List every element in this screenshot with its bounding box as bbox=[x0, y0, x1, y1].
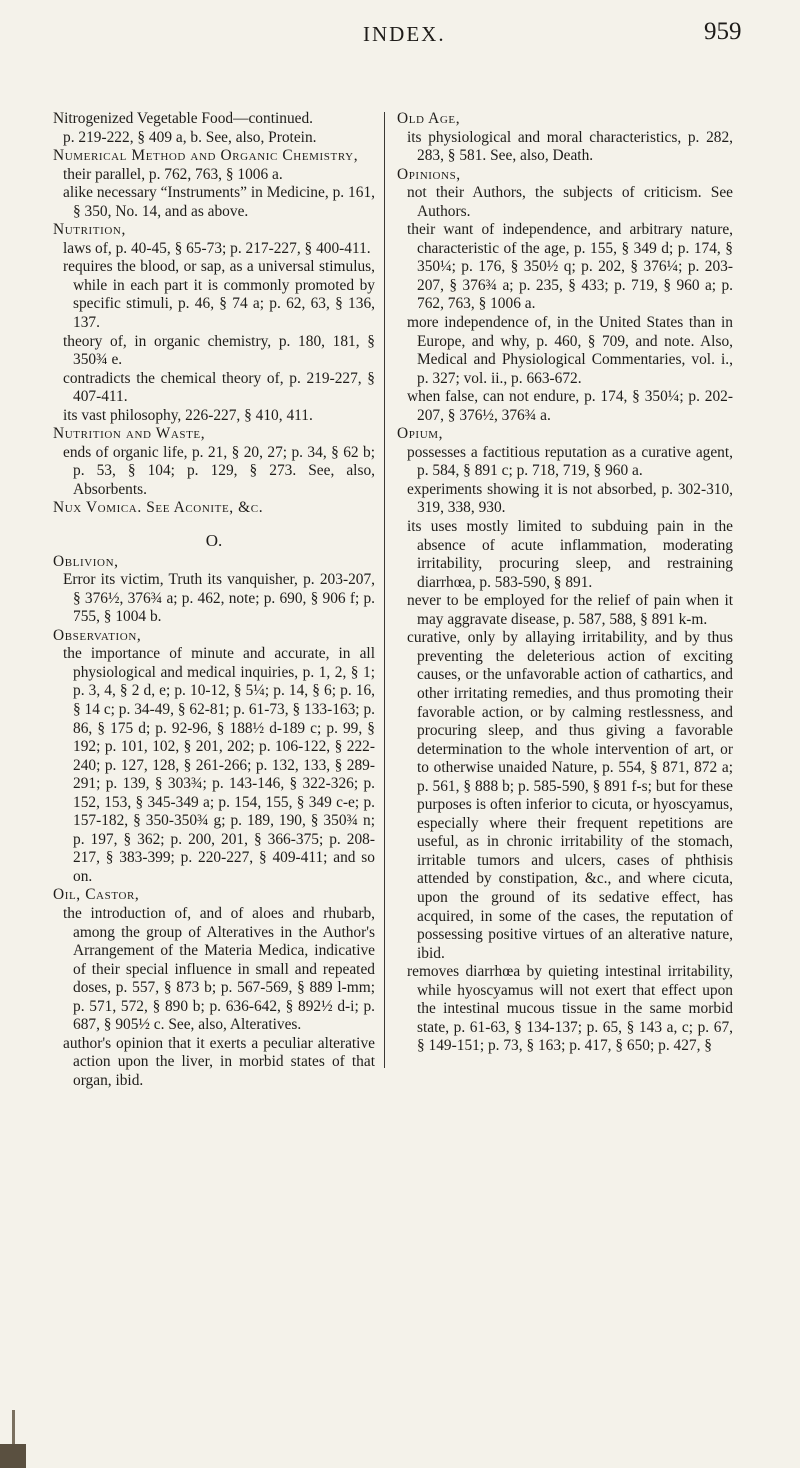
index-entry-heading: Opinions, bbox=[397, 165, 461, 183]
index-subentry: theory of, in organic chemistry, p. 180, 181, § 350¾ e. bbox=[63, 332, 375, 369]
index-subentry: more independence of, in the United States than in Europe, and why, p. 460, § 709, and note. Also, Medical and Physiological Commentaries, vol. i., p. 327; vol. ii., p. 663-672. bbox=[407, 314, 733, 387]
index-subentry: removes diarrhœa by quieting intestinal irritability, while hyoscyamus will not exert that effect upon the intestinal mucous tissue in the same morbid state, p. 61-63, § 134-137; p. 65, § 143 a, c; p. 67, § 149-151; p. 73, § 163; p. 417, § 650; p. 427, § bbox=[407, 963, 733, 1055]
index-subentry: their want of independence, and arbitrary nature, characteristic of the age, p. 155, § 349 d; p. 174, § 350¼; p. 176, § 350½ q; p. 202, § 376¼; p. 203-207, § 376¾ a; p. 235, § 433; p. 719, § 960 a; p. 762, 763, § 1006 a. bbox=[407, 221, 733, 313]
index-subentry: alike necessary “Instruments” in Medicine, p. 161, § 350, No. 14, and as above. bbox=[63, 184, 375, 220]
index-entry-heading: Nutrition, bbox=[53, 221, 126, 239]
index-subentry: laws of, p. 40-45, § 65-73; p. 217-227, § 400-411. bbox=[63, 239, 371, 257]
index-subentry: never to be employed for the relief of pain when it may aggravate disease, p. 587, 588, § 891 k-m. bbox=[407, 592, 733, 628]
index-subentry: when false, can not endure, p. 174, § 350¼; p. 202-207, § 376½, 376¾ a. bbox=[407, 388, 733, 424]
right-column bbox=[397, 110, 733, 1056]
index-subentry: experiments showing it is not absorbed, p. 302-310, 319, 338, 930. bbox=[407, 480, 733, 517]
index-subentry: possesses a factitious reputation as a curative agent, p. 584, § 891 c; p. 718, 719, § 960 a. bbox=[407, 443, 733, 480]
index-subentry: the introduction of, and of aloes and rhubarb, among the group of Alteratives in the Author's Arrangement of the Materia Medica, indicative of their special influence in small and repeated doses, p. 557, § 873 b; p. 567-569, § 889 l-mm; p. 571, 572, § 890 b; p. 636-642, § 892½ d-i; p. 687, § 905½ c. See, also, Alteratives. bbox=[63, 904, 375, 1034]
index-entry-heading: Oil, Castor, bbox=[53, 886, 140, 904]
page-header bbox=[0, 16, 800, 56]
index-subentry: author's opinion that it exerts a peculiar alterative action upon the liver, in morbid states of that organ, ibid. bbox=[63, 1034, 375, 1089]
index-entry-heading: Nux Vomica. See Aconite, &c. bbox=[53, 499, 264, 517]
index-entry-heading: Old Age, bbox=[397, 110, 461, 127]
index-entry-heading: Observation, bbox=[53, 626, 142, 644]
index-subentry: contradicts the chemical theory of, p. 219-227, § 407-411. bbox=[63, 369, 375, 406]
index-subentry: requires the blood, or sap, as a universal stimulus, while in each part it is commonly promoted by specific stimuli, p. 46, § 74 a; p. 62, 63, § 136, 137. bbox=[63, 258, 375, 332]
index-subentry: their parallel, p. 762, 763, § 1006 a. bbox=[63, 165, 283, 183]
index-entry-heading: Opium, bbox=[397, 425, 444, 443]
index-entry-heading: Nitrogenized Vegetable Food—continued. bbox=[53, 110, 314, 127]
section-letter: O. bbox=[205, 531, 223, 551]
index-subentry: its physiological and moral characteristics, p. 282, 283, § 581. See, also, Death. bbox=[407, 128, 733, 165]
running-head: INDEX. bbox=[363, 22, 446, 46]
index-entry-heading: Numerical Method and Organic Chemistry, bbox=[53, 147, 359, 165]
index-entry-heading: Oblivion, bbox=[53, 552, 119, 570]
index-subentry: p. 219-222, § 409 a, b. See, also, Protein. bbox=[63, 128, 317, 146]
page-number: 959 bbox=[704, 18, 742, 45]
index-subentry: the importance of minute and accurate, in all physiological and medical inquiries, p. 1, 2, § 1; p. 3, 4, § 2 d, e; p. 10-12, § 5¼; p. 14, § 6; p. 16, § 14 c; p. 34-49, § 62-81; p. 61-73, § 133-163; p. 86, § 175 d; p. 92-96, § 188½ d-189 c; p. 99, § 192; p. 101, 102, § 201, 202; p. 106-122, § 222-240; p. 127, 128, § 261-266; p. 132, 133, § 289-291; p. 139, § 303¾; p. 143-146, § 322-326; p. 152, 153, § 345-349 a; p. 154, 155, § 349 c-e; p. 157-182, § 350-350¾ g; p. 189, 190, § 350¾ n; p. 197, § 362; p. 200, 201, § 366-375; p. 208-217, § 383-399; p. 220-227, § 409-411; and so on. bbox=[63, 645, 375, 885]
left-column bbox=[53, 110, 375, 1090]
page-corner-mark bbox=[0, 1444, 26, 1468]
index-subentry: ends of organic life, p. 21, § 20, 27; p. 34, § 62 b; p. 53, § 104; p. 129, § 273. See, also, Absorbents. bbox=[63, 443, 375, 498]
index-subentry: its uses mostly limited to subduing pain in the absence of acute inflammation, moderating irritability, procuring sleep, and restraining diarrhœa, p. 583-590, § 891. bbox=[407, 518, 733, 591]
index-entry-heading: Nutrition and Waste, bbox=[53, 425, 206, 443]
index-subentry: its vast philosophy, 226-227, § 410, 411. bbox=[63, 406, 313, 424]
column-divider bbox=[384, 112, 385, 1068]
index-subentry: not their Authors, the subjects of criticism. See Authors. bbox=[407, 184, 733, 220]
index-subentry: Error its victim, Truth its vanquisher, p. 203-207, § 376½, 376¾ a; p. 462, note; p. 690, § 906 f; p. 755, § 1004 b. bbox=[63, 571, 375, 626]
index-subentry: curative, only by allaying irritability, and by thus preventing the deleterious action of exciting causes, or the unfavorable action of cathartics, and other irritating remedies, and thus promoting their favorable action, or by calming restlessness, and procuring sleep, and thus giving a favorable determination to the whole intervention of art, or to otherwise unaided Nature, p. 554, § 871, 872 a; p. 561, § 888 b; p. 585-590, § 891 f-s; but for these purposes is often inferior to cicuta, or hyoscyamus, especially where their frequent repetitions are useful, as in chronic irritability of the stomach, irritable tumors and ulcers, cases of phthisis attended by constipation, &c., and where cicuta, upon the ground of its sedative effect, has acquired, in some of the cases, the reputation of possessing positive virtues of an alterative nature, ibid. bbox=[407, 629, 733, 962]
